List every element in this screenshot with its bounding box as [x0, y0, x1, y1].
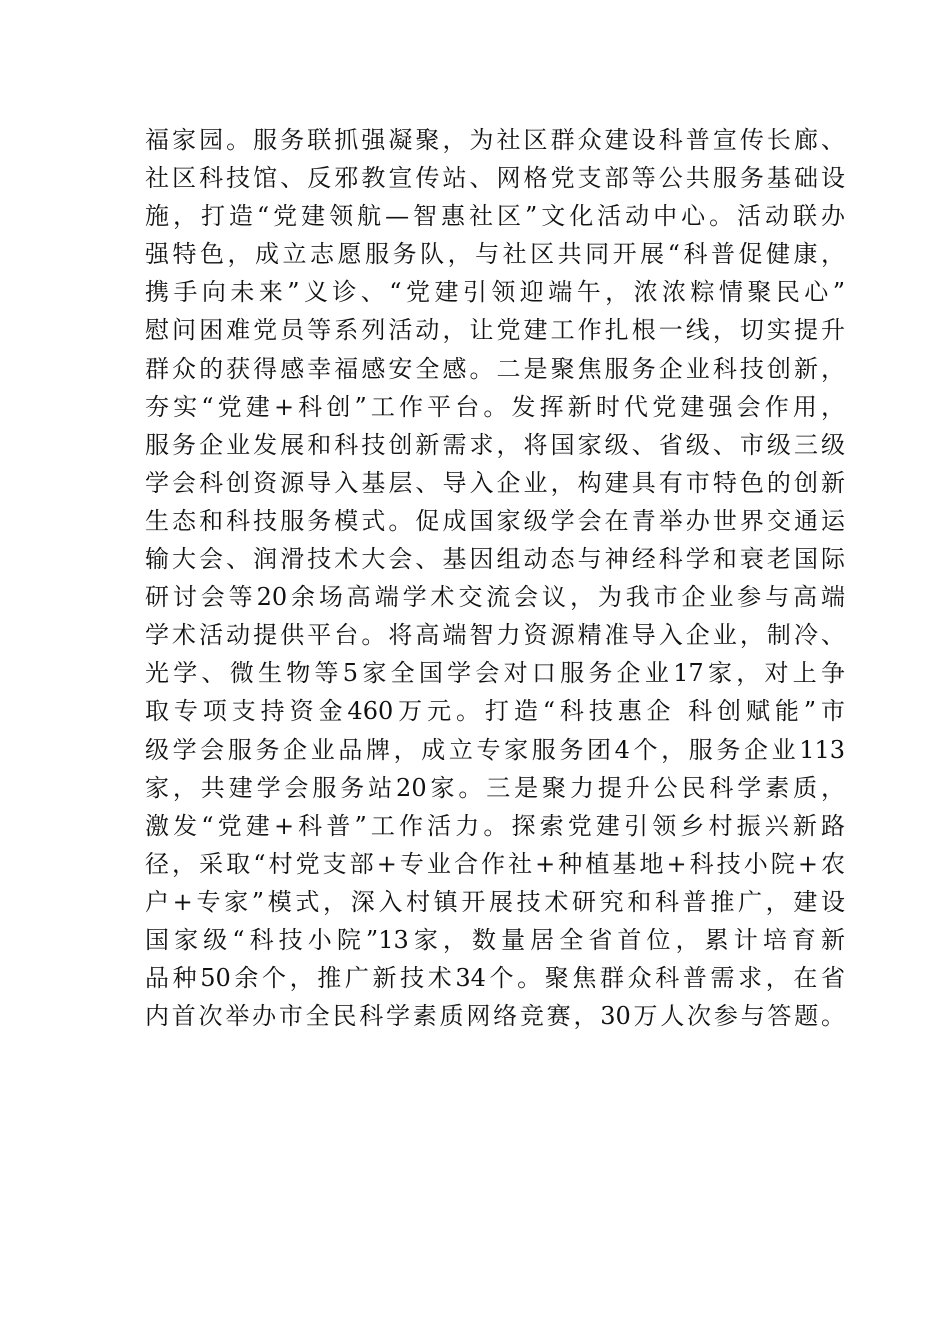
- text-line: 社区科技馆、反邪教宣传站、网格党支部等公共服务基础设: [145, 164, 845, 193]
- text-line: 学术活动提供平台。将高端智力资源精准导入企业，制冷、: [145, 621, 845, 650]
- text-line: 学会科创资源导入基层、导入企业，构建具有市特色的创新: [145, 468, 845, 497]
- text-line: 福家园。服务联抓强凝聚，为社区群众建设科普宣传长廊、: [145, 126, 845, 154]
- text-line: 内首次举办市全民科学素质网络竞赛，30万人次参与答题。: [145, 1002, 845, 1031]
- body-text: [145, 121, 845, 1035]
- text-line: 户+专家”模式，深入村镇开展技术研究和科普推广，建设: [145, 887, 845, 916]
- text-line: 携手向未来”义诊、“党建引领迎端午，浓浓粽情聚民心”: [145, 278, 845, 307]
- text-line: 服务企业发展和科技创新需求，将国家级、省级、市级三级: [145, 430, 845, 459]
- text-line: 品种50余个，推广新技术34个。聚焦群众科普需求，在省: [145, 964, 845, 993]
- text-line: 夯实“党建+科创”工作平台。发挥新时代党建强会作用，: [145, 392, 845, 421]
- text-line: 慰问困难党员等系列活动，让党建工作扎根一线，切实提升: [145, 316, 845, 345]
- text-line: 输大会、润滑技术大会、基因组动态与神经科学和衰老国际: [145, 545, 845, 574]
- text-line: 强特色，成立志愿服务队，与社区共同开展“科普促健康，: [145, 240, 845, 269]
- text-line: 光学、微生物等5家全国学会对口服务企业17家，对上争: [145, 659, 845, 688]
- text-line: 群众的获得感幸福感安全感。二是聚焦服务企业科技创新，: [145, 354, 845, 383]
- text-line: 研讨会等20余场高端学术交流会议，为我市企业参与高端: [145, 583, 845, 612]
- text-line: 施，打造“党建领航—智惠社区”文化活动中心。活动联办: [145, 202, 845, 231]
- text-line: 取专项支持资金460万元。打造“科技惠企 科创赋能”市: [145, 697, 845, 726]
- text-line: 径，采取“村党支部+专业合作社+种植基地+科技小院+农: [145, 849, 845, 878]
- text-line: 国家级“科技小院”13家，数量居全省首位，累计培育新: [145, 925, 845, 954]
- text-line: 激发“党建+科普”工作活力。探索党建引领乡村振兴新路: [145, 811, 845, 840]
- text-line: 生态和科技服务模式。促成国家级学会在青举办世界交通运: [145, 506, 845, 535]
- text-line: 级学会服务企业品牌，成立专家服务团4个，服务企业113: [145, 735, 845, 764]
- text-line: 家，共建学会服务站20家。三是聚力提升公民科学素质，: [145, 773, 845, 802]
